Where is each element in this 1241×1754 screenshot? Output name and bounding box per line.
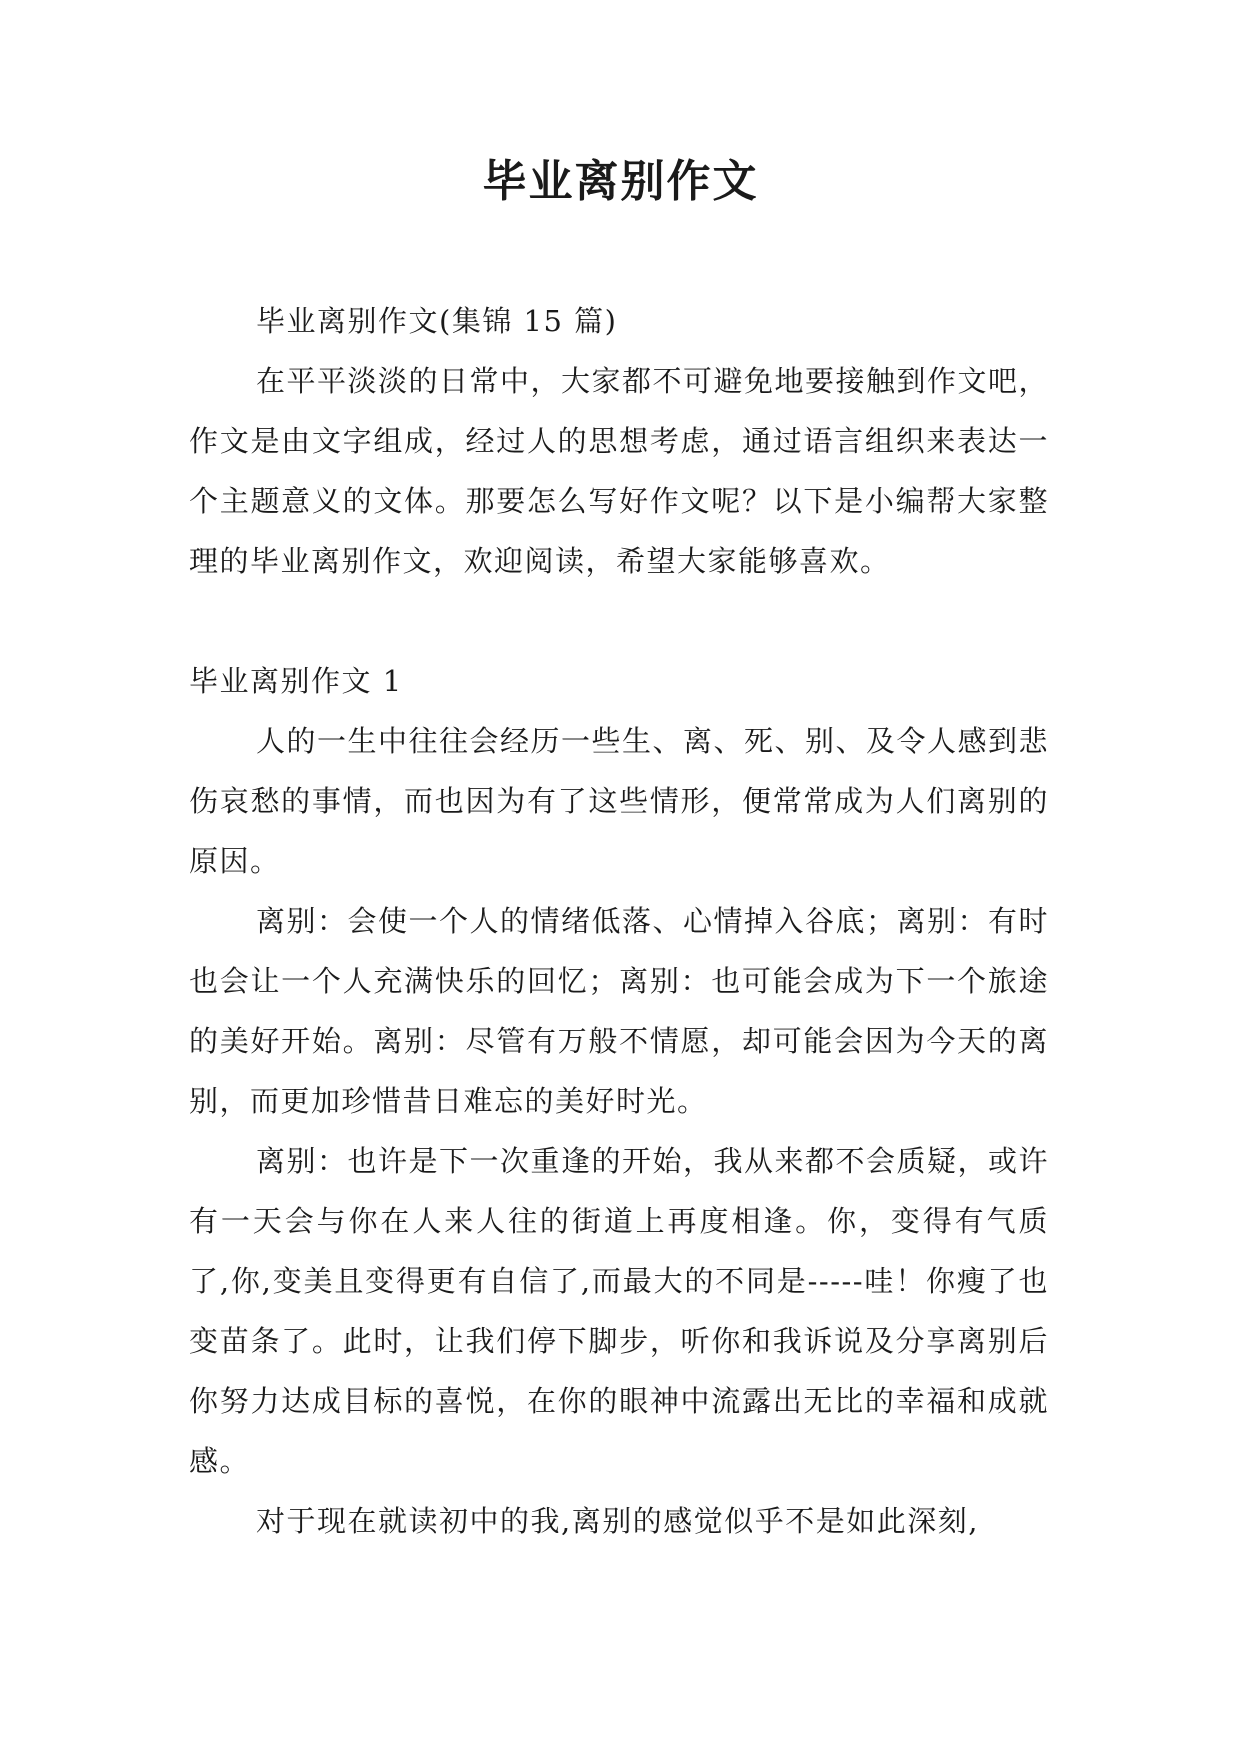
intro-paragraph: 在平平淡淡的日常中，大家都不可避免地要接触到作文吧，作文是由文字组成，经过人的思想考虑，通过语言组织来表达一个主题意义的文体。那要怎么写好作文呢？以下是小编帮大家整理的毕业离别作文，欢迎阅读，希望大家能够喜欢。 bbox=[189, 364, 1050, 578]
document-title: 毕业离别作文 bbox=[482, 156, 759, 207]
document-body bbox=[189, 291, 1049, 1551]
document-subtitle: 毕业离别作文(集锦 15 篇) bbox=[256, 304, 618, 338]
body-paragraph: 对于现在就读初中的我,离别的感觉似乎不是如此深刻, bbox=[256, 1504, 979, 1538]
body-paragraph: 离别：会使一个人的情绪低落、心情掉入谷底；离别：有时也会让一个人充满快乐的回忆；离别：也可能会成为下一个旅途的美好开始。离别：尽管有万般不情愿，却可能会因为今天的离别，而更加珍惜昔日难忘的美好时光。 bbox=[189, 904, 1050, 1118]
section-heading: 毕业离别作文 1 bbox=[189, 664, 403, 698]
section-spacer bbox=[189, 591, 1049, 651]
body-paragraph: 人的一生中往往会经历一些生、离、死、别、及令人感到悲伤哀愁的事情，而也因为有了这些情形，便常常成为人们离别的原因。 bbox=[189, 724, 1050, 878]
body-paragraph: 离别：也许是下一次重逢的开始，我从来都不会质疑，或许有一天会与你在人来人往的街道上再度相逢。你，变得有气质了,你,变美且变得更有自信了,而最大的不同是-----哇！你瘦了也变苗条了。此时，让我们停下脚步，听你和我诉说及分享离别后你努力达成目标的喜悦，在你的眼神中流露出无比的幸福和成就感。 bbox=[189, 1144, 1050, 1478]
